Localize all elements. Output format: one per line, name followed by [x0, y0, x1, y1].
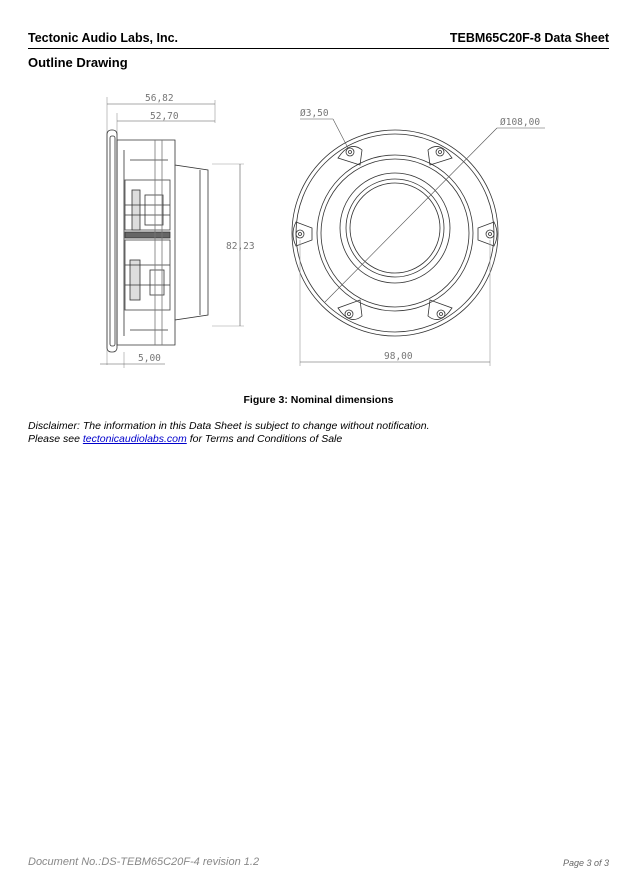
outline-drawing: [0, 0, 637, 400]
dim-outer-diameter: Ø108,00: [500, 117, 541, 128]
website-link[interactable]: tectonicaudiolabs.com: [82, 432, 187, 445]
document-number: Document No.:DS-TEBM65C20F-4 revision 1.2: [28, 856, 260, 868]
disclaimer-prefix: Please see: [28, 432, 83, 445]
dim-body-depth: 52,70: [150, 111, 179, 122]
document-title: TEBM65C20F-8 Data Sheet: [449, 31, 609, 45]
dim-hole: Ø3,50: [300, 108, 329, 119]
disclaimer-suffix: for Terms and Conditions of Sale: [186, 432, 343, 445]
side-view: [100, 97, 244, 368]
mounting-tab: [293, 222, 312, 246]
disclaimer-line: Disclaimer: The information in this Data Sheet is subject to change without notification.: [28, 420, 430, 432]
figure-caption: Figure 3: Nominal dimensions: [243, 394, 394, 406]
company-name: Tectonic Audio Labs, Inc.: [28, 31, 179, 45]
disclaimer: [28, 420, 430, 445]
dim-height: 82,23: [226, 241, 255, 252]
page-number: Page 3 of 3: [562, 858, 609, 868]
mounting-tab: [478, 222, 497, 246]
dim-flange: 5,00: [138, 353, 161, 364]
side-view-dimensions: [138, 93, 255, 364]
dim-overall-depth: 56,82: [145, 93, 174, 104]
dim-bolt-width: 98,00: [384, 351, 413, 362]
front-view: [292, 119, 545, 366]
disclaimer-line-terms: [28, 433, 430, 446]
front-view-dimensions: [300, 108, 540, 362]
section-title: Outline Drawing: [28, 55, 128, 70]
